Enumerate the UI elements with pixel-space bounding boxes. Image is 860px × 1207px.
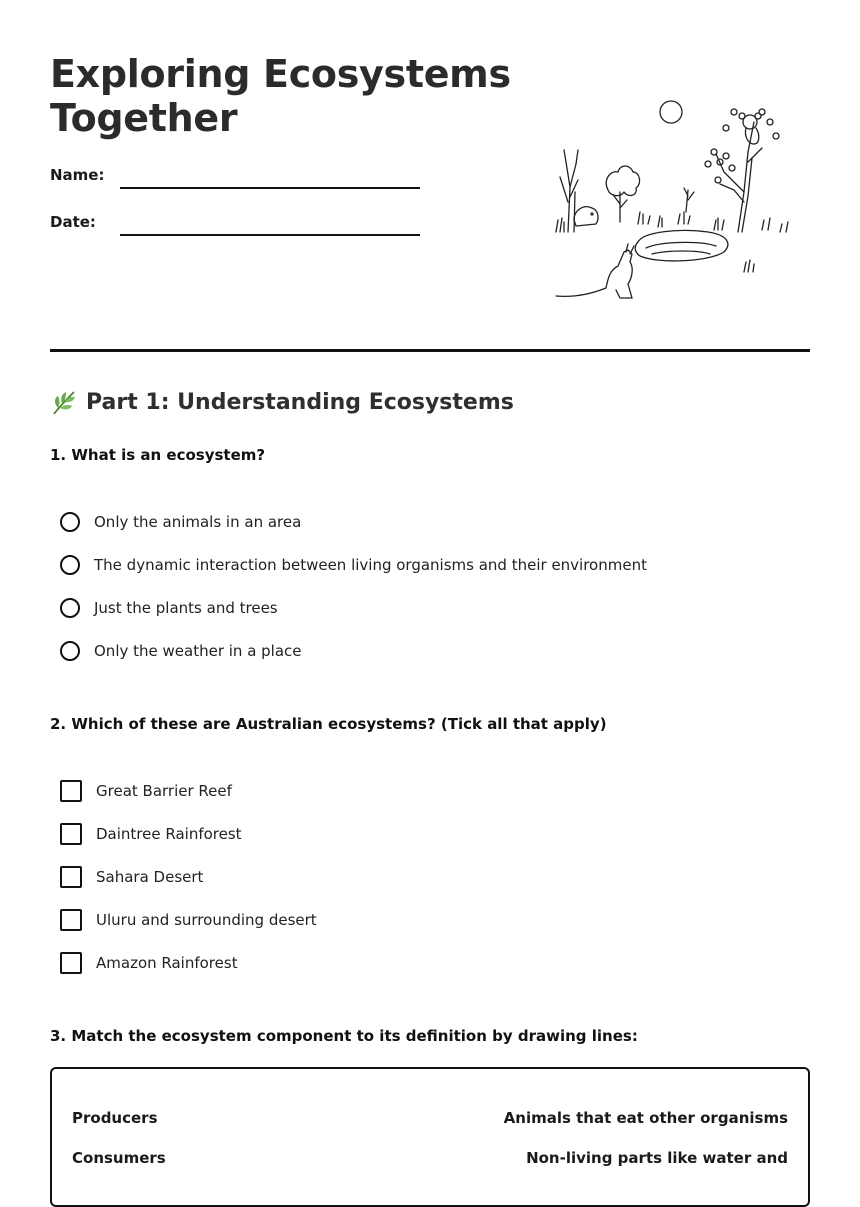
- q1-option[interactable]: [60, 555, 647, 575]
- option-label: Only the animals in an area: [94, 513, 302, 531]
- match-definition[interactable]: Non-living parts like water and: [526, 1149, 788, 1167]
- part1-title: [50, 388, 514, 416]
- q2-option[interactable]: [60, 866, 203, 888]
- ecosystem-illustration: [548, 92, 798, 307]
- option-label: Uluru and surrounding desert: [96, 911, 317, 929]
- date-field[interactable]: [120, 234, 420, 236]
- checkbox[interactable]: [60, 823, 82, 845]
- question-1: 1. What is an ecosystem?: [50, 446, 266, 464]
- question-2: 2. Which of these are Australian ecosystems? (Tick all that apply): [50, 715, 607, 733]
- option-label: Amazon Rainforest: [96, 954, 238, 972]
- q2-option[interactable]: [60, 952, 238, 974]
- title-line-2: Together: [50, 96, 238, 140]
- option-label: The dynamic interaction between living organisms and their environment: [94, 556, 647, 574]
- leaf-icon: [50, 388, 78, 416]
- option-label: Just the plants and trees: [94, 599, 278, 617]
- waterhole-icon: [635, 230, 728, 260]
- checkbox[interactable]: [60, 909, 82, 931]
- checkbox[interactable]: [60, 952, 82, 974]
- match-term[interactable]: Consumers: [72, 1149, 166, 1167]
- q2-option[interactable]: [60, 909, 317, 931]
- match-definition[interactable]: Animals that eat other organisms: [503, 1109, 788, 1127]
- radio-button[interactable]: [60, 555, 80, 575]
- option-label: Daintree Rainforest: [96, 825, 242, 843]
- sun-icon: [660, 101, 682, 123]
- option-label: Great Barrier Reef: [96, 782, 232, 800]
- matching-box: [50, 1067, 810, 1207]
- q2-option[interactable]: [60, 823, 242, 845]
- q1-option[interactable]: [60, 641, 302, 661]
- radio-button[interactable]: [60, 512, 80, 532]
- checkbox[interactable]: [60, 866, 82, 888]
- radio-button[interactable]: [60, 641, 80, 661]
- question-3: 3. Match the ecosystem component to its definition by drawing lines:: [50, 1027, 638, 1045]
- name-label: Name:: [50, 166, 105, 184]
- part1-title-text: Part 1: Understanding Ecosystems: [86, 389, 514, 415]
- q1-option[interactable]: [60, 598, 278, 618]
- bare-tree-icon: [560, 150, 578, 232]
- q2-option[interactable]: [60, 780, 232, 802]
- match-term[interactable]: Producers: [72, 1109, 158, 1127]
- date-label: Date:: [50, 213, 96, 231]
- worksheet-title: [50, 52, 511, 140]
- title-line-1: Exploring Ecosystems: [50, 52, 511, 96]
- name-field[interactable]: [120, 187, 420, 189]
- checkbox[interactable]: [60, 780, 82, 802]
- q1-option[interactable]: [60, 512, 301, 532]
- wombat-icon: [574, 207, 598, 226]
- option-label: Only the weather in a place: [94, 642, 302, 660]
- section-divider: [50, 349, 810, 352]
- radio-button[interactable]: [60, 598, 80, 618]
- bush-icon: [606, 166, 639, 222]
- sprout-icon: [684, 188, 694, 212]
- kangaroo-icon: [556, 244, 634, 298]
- grass-icon: [556, 212, 788, 272]
- option-label: Sahara Desert: [96, 868, 204, 886]
- gum-tree-icon: [705, 109, 779, 232]
